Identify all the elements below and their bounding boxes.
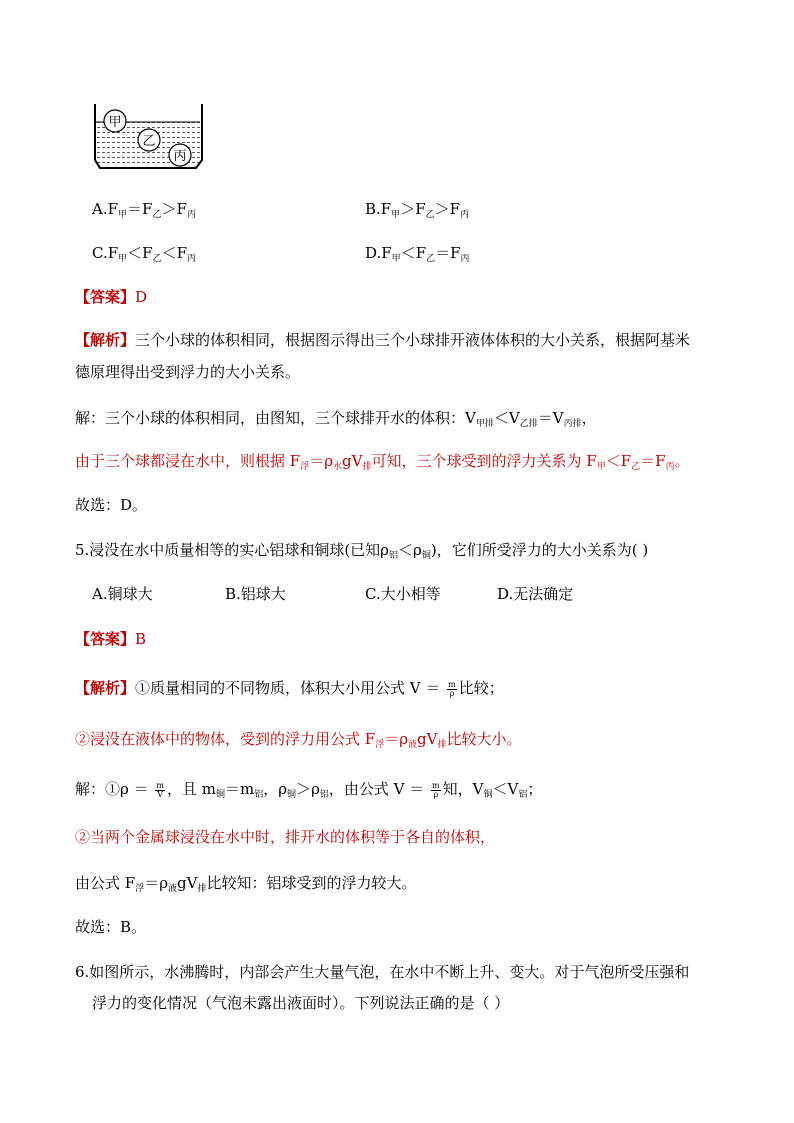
- ball-yi: [138, 129, 160, 151]
- q5-option-b: B.铝球大: [225, 585, 286, 603]
- ball-jia: [104, 110, 126, 132]
- answer-label: 【答案】: [75, 630, 136, 648]
- ball-jia-label: 甲: [108, 115, 122, 130]
- q4-option-b: $B.F_甲>F_乙>F_丙$: [365, 200, 470, 220]
- ball-yi-label: 乙: [142, 134, 156, 149]
- q5-analysis-line2: ②浸没在液体中的物体，受到的浮力用公式 $F_浮=\rho_液gV_排$比较大小。: [75, 730, 522, 750]
- q4-option-d: $D.F_甲<F_乙=F_丙$: [365, 244, 470, 264]
- q5-option-d: D.无法确定: [497, 585, 574, 603]
- analysis-label: 【解析】: [75, 331, 136, 349]
- fraction-m-over-rho: $\frac{m}{\rho}$: [448, 679, 456, 698]
- q4-analysis-line1: 【解析】三个小球的体积相同，根据图示得出三个小球排开液体体积的大小关系，根据阿基米: [75, 331, 691, 349]
- q5-stem: 5.浸没在水中质量相等的实心铝球和铜球(已知$\rho_铝<\rho_铜$)，它们所受浮力的大小关系为( ): [75, 541, 649, 561]
- ball-bing-label: 丙: [173, 149, 187, 164]
- q5-option-a: A.铜球大: [92, 585, 153, 603]
- q4-option-c: $C.F_甲<F_乙<F_丙$: [92, 244, 197, 264]
- q4-choice: 故选：D。: [75, 496, 148, 514]
- fraction-m-over-rho: $\frac{m}{\rho}$: [432, 780, 440, 799]
- q4-analysis-line2: 德原理得出受到浮力的大小关系。: [75, 363, 301, 381]
- fraction-m-over-v: $\frac{m}{V}$: [156, 780, 164, 799]
- floating-balls-figure: [92, 100, 212, 172]
- q4-reasoning: 由于三个球都浸在水中，则根据 $F_浮=\rho_水gV_排$可知，三个球受到的浮力关系为 $F_甲<F_乙=F_丙$。: [75, 452, 690, 472]
- q4-option-a: $A.F_甲=F_乙>F_丙$: [92, 200, 196, 220]
- q6-stem-line2: 浮力的变化情况（气泡未露出液面时）。下列说法正确的是（ ）: [92, 994, 510, 1012]
- q5-solution-line2: ②当两个金属球浸没在水中时，排开水的体积等于各自的体积，: [75, 828, 496, 846]
- q4-solution: 解：三个小球的体积相同，由图知，三个球排开水的体积：$V_{甲排}<V_{乙排}=V_{丙排}$，: [75, 409, 597, 429]
- analysis-label: 【解析】: [75, 679, 136, 697]
- ball-bing: [169, 144, 191, 166]
- q5-analysis-line1: 【解析】①质量相同的不同物质，体积大小用公式 V ＝ $\frac{m}{\rho}$ 比较；: [75, 679, 504, 698]
- q5-choice: 故选：B。: [75, 918, 147, 936]
- q4-answer: 【答案】D: [75, 288, 148, 306]
- q5-solution-line3: 由公式 $F_浮=\rho_液gV_排$比较知：铝球受到的浮力较大。: [75, 874, 417, 894]
- q5-option-c: C.大小相等: [365, 585, 441, 603]
- q5-answer: 【答案】B: [75, 630, 147, 648]
- q6-stem-line1: 6.如图所示，水沸腾时，内部会产生大量气泡，在水中不断上升、变大。对于气泡所受压强和: [75, 963, 690, 981]
- answer-label: 【答案】: [75, 288, 136, 306]
- q5-solution-line1: 解：①ρ ＝ $\frac{m}{V}$ ，且 $m_铜=m_铝$，$\rho_铜>\rho_铝$，由公式 V ＝ $\frac{m}{\rho}$ 知，$V_铜<V_铝$；: [75, 780, 543, 800]
